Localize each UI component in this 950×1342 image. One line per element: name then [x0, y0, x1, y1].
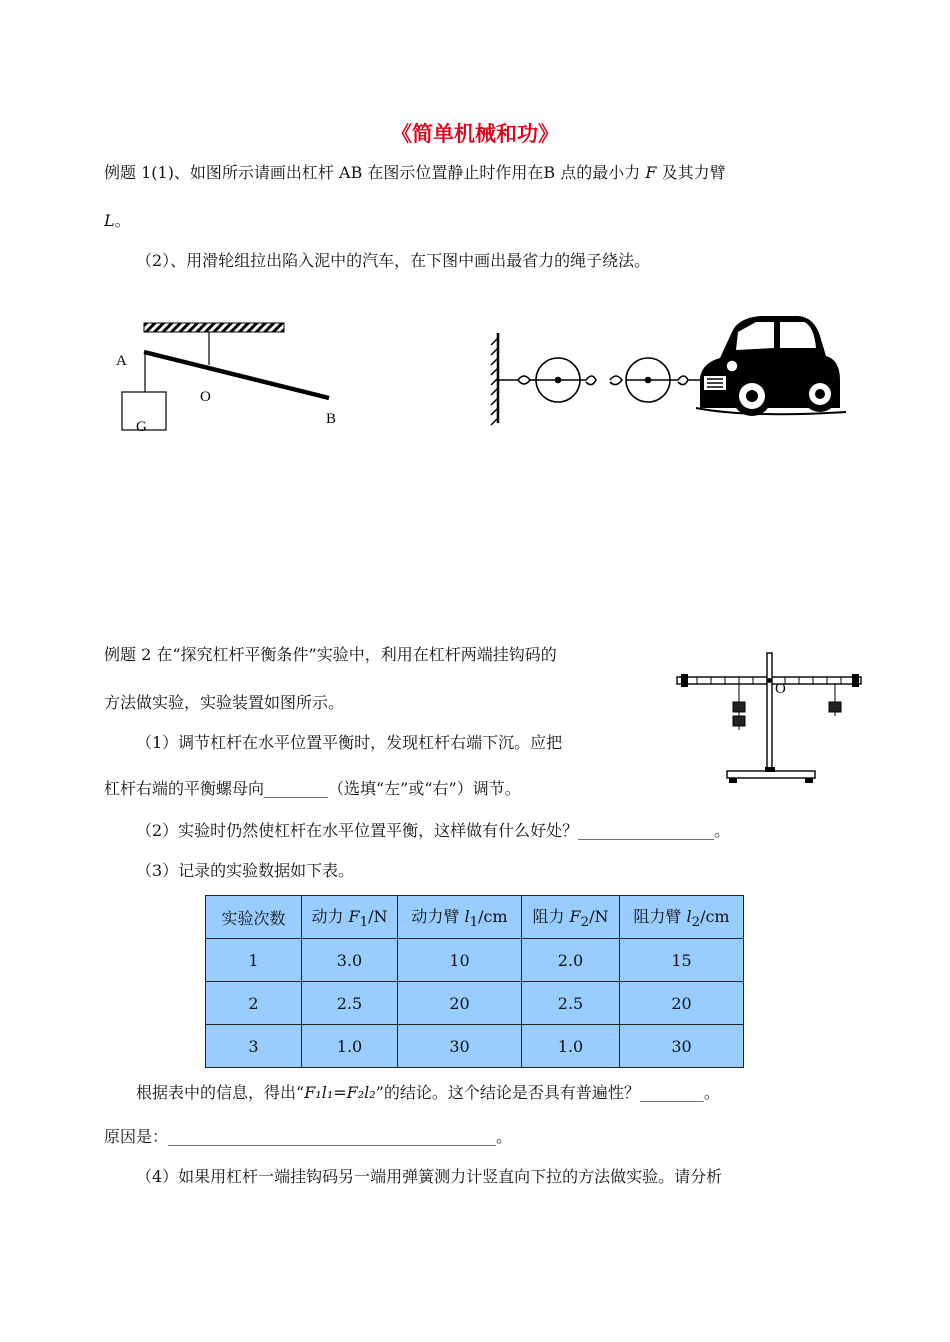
table-cell: 20 — [398, 982, 522, 1025]
page-title: 《简单机械和功》 — [391, 122, 559, 146]
balance-nut-right — [852, 674, 859, 687]
car-icon — [696, 316, 846, 416]
label-a: A — [116, 353, 127, 369]
data-table — [205, 895, 744, 1068]
reason-line: 原因是：_________________________________________。 — [104, 1127, 513, 1146]
table-cell: 1 — [206, 939, 302, 982]
table-cell: 2 — [206, 982, 302, 1025]
conclusion-text-a: 根据表中的信息，得出“ — [136, 1083, 305, 1102]
example2-line1: 例题 2 在“探究杠杆平衡条件”实验中，利用在杠杆两端挂钩码的 — [104, 645, 557, 664]
example2-line2: 方法做实验，实验装置如图所示。 — [104, 693, 345, 712]
label-o: O — [200, 389, 211, 405]
table-header: 实验次数 — [206, 896, 302, 939]
lever-bar — [144, 352, 329, 398]
table-header: 动力 $F_1/N$ — [302, 896, 398, 939]
stand-base — [727, 771, 815, 778]
table-cell: 3.0 — [302, 939, 398, 982]
pulley-car-diagram — [488, 308, 848, 428]
table-cell: 1.0 — [522, 1025, 620, 1068]
conclusion-line — [136, 1082, 720, 1104]
weight-left-1 — [733, 702, 745, 712]
label-g: G — [136, 419, 147, 435]
table-cell: 2.0 — [522, 939, 620, 982]
lever-diagram — [110, 315, 350, 440]
example1-text-c: 点的最小力 — [560, 163, 641, 182]
example2-q2: （2）实验时仍然使杠杆在水平位置平衡，这样做有什么好处？_________________。 — [136, 821, 731, 840]
table-row — [206, 982, 744, 1025]
example1-text-b: B — [543, 163, 556, 182]
weight-right-1 — [829, 702, 841, 712]
label-o-pivot: O — [775, 681, 786, 697]
table-cell: 3 — [206, 1025, 302, 1068]
table-header: 阻力臂 $l_2/cm$ — [620, 896, 744, 939]
example1-text-d: 及其力臂 — [661, 163, 726, 182]
conclusion-text-b: ”的结论。这个结论是否具有普遍性？________。 — [375, 1083, 720, 1102]
table-header-row — [206, 896, 744, 939]
table-cell: 2.5 — [522, 982, 620, 1025]
table-cell: 1.0 — [302, 1025, 398, 1068]
example1-part2: （2）、用滑轮组拉出陷入泥中的汽车，在下图中画出最省力的绳子绕法。 — [136, 251, 651, 270]
table-cell: 15 — [620, 939, 744, 982]
label-b: B — [326, 411, 337, 427]
example2-q3: （3）记录的实验数据如下表。 — [136, 861, 355, 880]
table-cell: 30 — [398, 1025, 522, 1068]
table-cell: 30 — [620, 1025, 744, 1068]
table-header: 动力臂 $l_1/cm$ — [398, 896, 522, 939]
force-symbol: F — [645, 163, 657, 182]
table-cell: 10 — [398, 939, 522, 982]
example1-text-a: 例题 1(1)、如图所示请画出杠杆 AB 在图示位置静止时作用在 — [104, 163, 544, 182]
table-row — [206, 1025, 744, 1068]
example1-line1 — [104, 162, 726, 184]
table-row — [206, 939, 744, 982]
lever-apparatus-diagram — [675, 650, 865, 790]
pivot — [767, 678, 772, 683]
movable-pulley — [610, 358, 700, 402]
weight-left-2 — [733, 716, 745, 726]
table-cell: 20 — [620, 982, 744, 1025]
stand-pole — [767, 653, 772, 771]
conclusion-formula: F₁l₁=F₂l₂ — [304, 1083, 376, 1102]
balance-nut-left — [681, 674, 688, 687]
table-cell: 2.5 — [302, 982, 398, 1025]
example1-line2-end: 。 — [114, 211, 131, 230]
example2-q1a: （1）调节杠杆在水平位置平衡时，发现杠杆右端下沉。应把 — [136, 733, 563, 752]
table-header: 阻力 $F_2/N$ — [522, 896, 620, 939]
example1-line2 — [104, 210, 131, 232]
arm-symbol: L — [104, 211, 115, 230]
example2-q4: （4）如果用杠杆一端挂钩码另一端用弹簧测力计竖直向下拉的方法做实验。请分析 — [136, 1167, 723, 1186]
example2-q1b: 杠杆右端的平衡螺母向________（选填“左”或“右”）调节。 — [104, 779, 521, 798]
fixed-pulley — [498, 358, 596, 402]
ceiling-support — [144, 323, 284, 332]
